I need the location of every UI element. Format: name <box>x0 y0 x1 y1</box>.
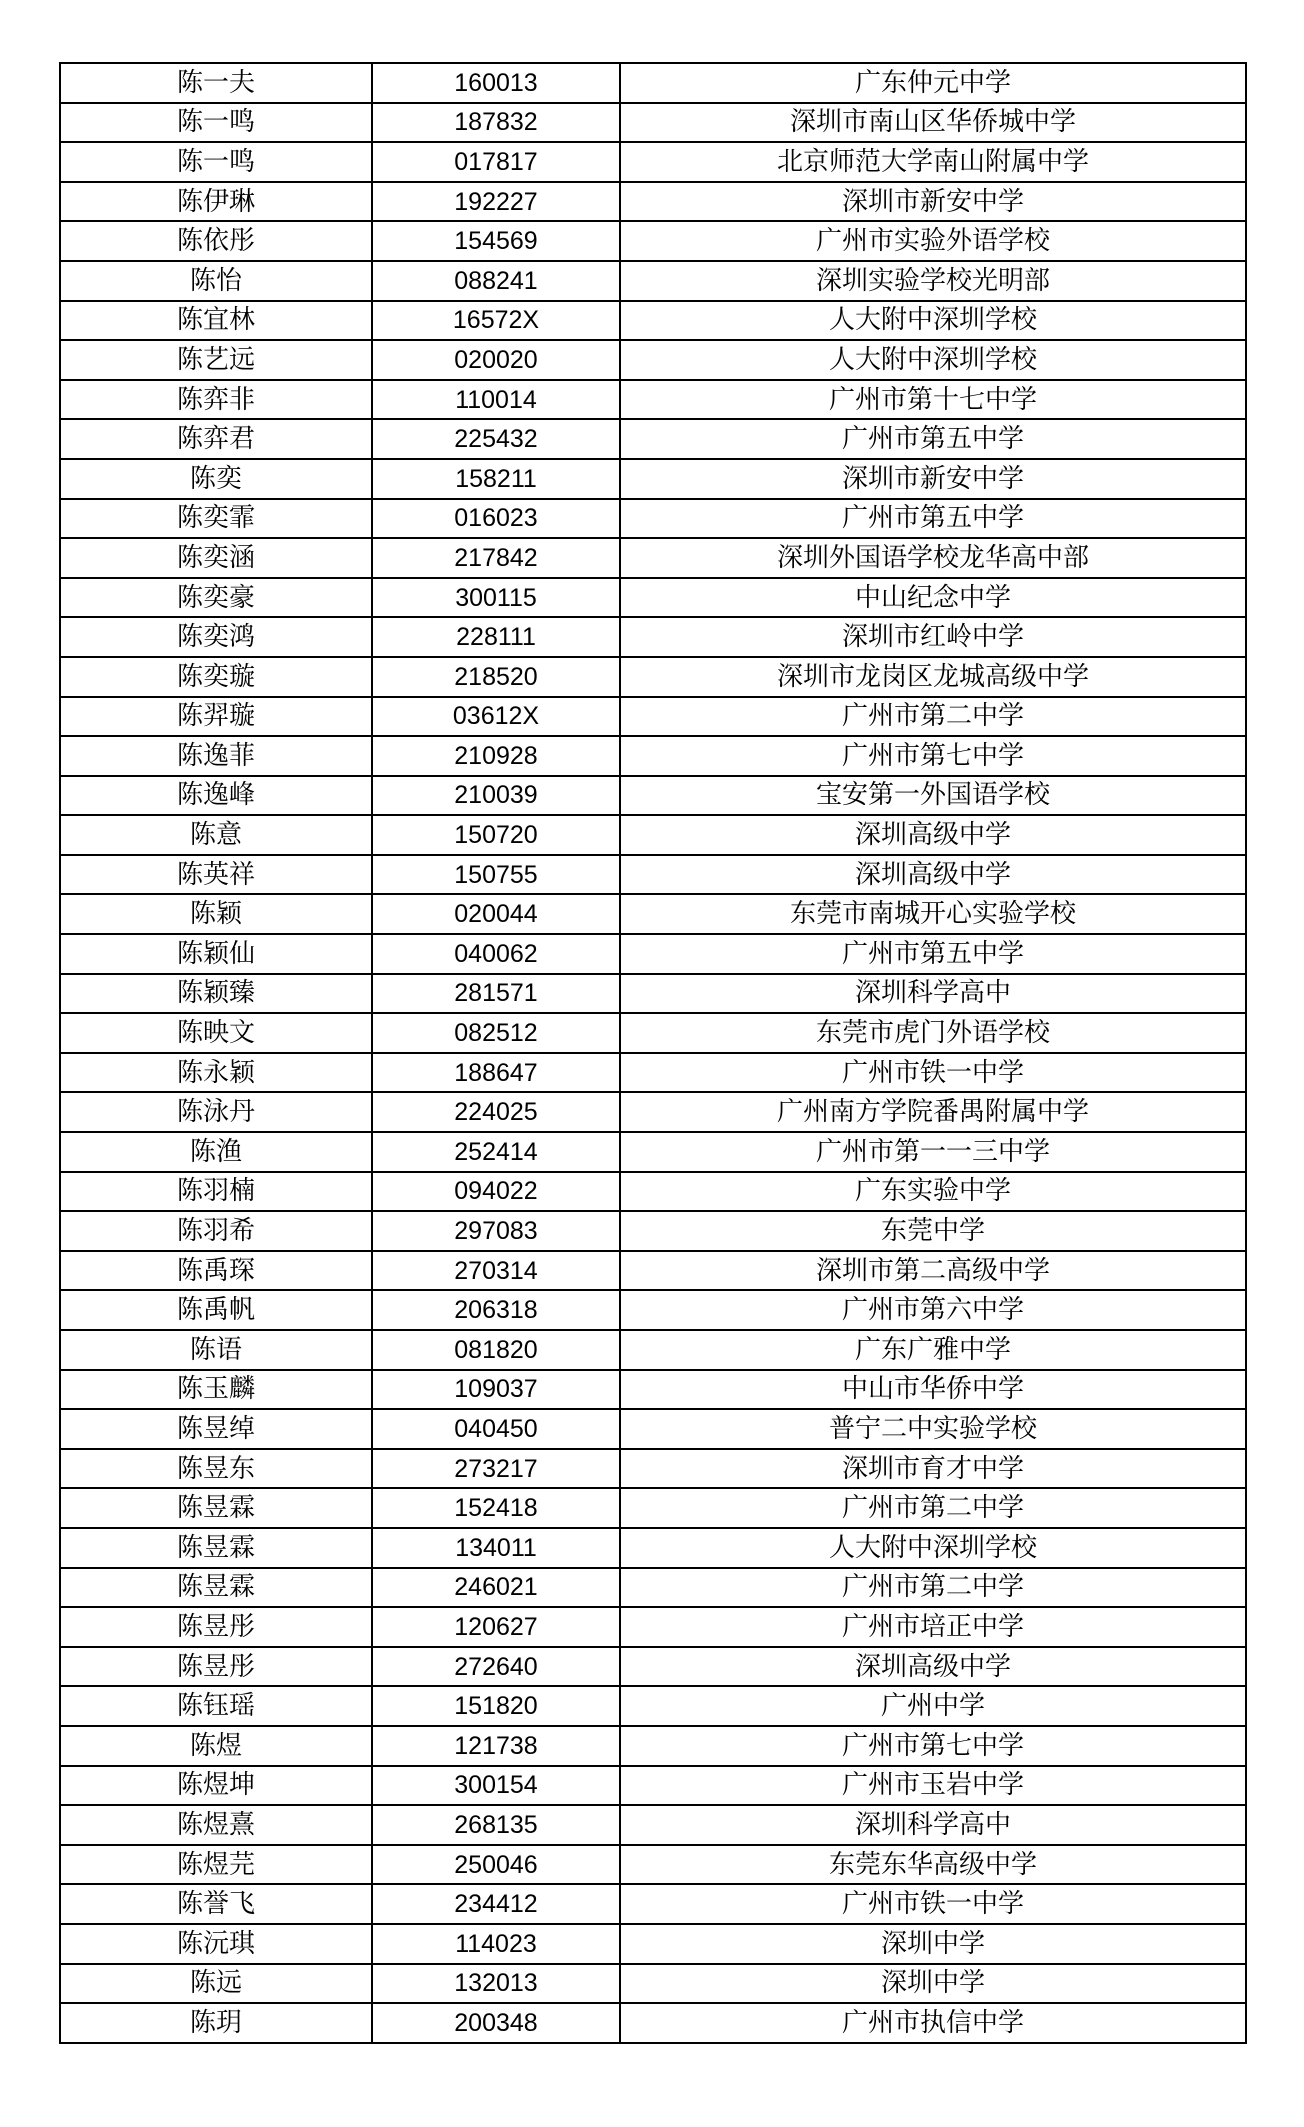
student-name-cell: 陈玉麟 <box>60 1370 372 1410</box>
school-name-cell: 广州市第七中学 <box>620 736 1246 776</box>
table-row <box>60 538 1246 578</box>
student-name-cell: 陈一夫 <box>60 63 372 103</box>
student-id-cell: 224025 <box>372 1092 620 1132</box>
student-id-cell: 040062 <box>372 934 620 974</box>
student-name-cell: 陈映文 <box>60 1013 372 1053</box>
school-name-cell: 东莞市南城开心实验学校 <box>620 894 1246 934</box>
student-name-cell: 陈奕鸿 <box>60 617 372 657</box>
table-row <box>60 617 1246 657</box>
student-name-cell: 陈宜林 <box>60 301 372 341</box>
table-row <box>60 419 1246 459</box>
student-name-cell: 陈昱霖 <box>60 1568 372 1608</box>
student-id-cell: 217842 <box>372 538 620 578</box>
table-row <box>60 934 1246 974</box>
school-name-cell: 深圳科学高中 <box>620 974 1246 1014</box>
table-row <box>60 855 1246 895</box>
student-name-cell: 陈昱彤 <box>60 1647 372 1687</box>
student-name-cell: 陈煜 <box>60 1726 372 1766</box>
school-name-cell: 广东实验中学 <box>620 1172 1246 1212</box>
table-row <box>60 1766 1246 1806</box>
student-name-cell: 陈颖仙 <box>60 934 372 974</box>
school-name-cell: 广州市第五中学 <box>620 419 1246 459</box>
student-name-cell: 陈煜熹 <box>60 1805 372 1845</box>
table-row <box>60 1488 1246 1528</box>
student-id-cell: 273217 <box>372 1449 620 1489</box>
student-name-cell: 陈英祥 <box>60 855 372 895</box>
student-id-cell: 082512 <box>372 1013 620 1053</box>
school-name-cell: 深圳市新安中学 <box>620 459 1246 499</box>
student-id-cell: 192227 <box>372 182 620 222</box>
school-name-cell: 广州市培正中学 <box>620 1607 1246 1647</box>
school-name-cell: 深圳市育才中学 <box>620 1449 1246 1489</box>
student-name-cell: 陈泳丹 <box>60 1092 372 1132</box>
student-name-cell: 陈昱霖 <box>60 1528 372 1568</box>
student-id-cell: 300115 <box>372 578 620 618</box>
school-name-cell: 广州市第二中学 <box>620 1488 1246 1528</box>
student-name-cell: 陈羽希 <box>60 1211 372 1251</box>
student-id-cell: 300154 <box>372 1766 620 1806</box>
student-name-cell: 陈语 <box>60 1330 372 1370</box>
student-id-cell: 268135 <box>372 1805 620 1845</box>
school-name-cell: 深圳高级中学 <box>620 815 1246 855</box>
student-id-cell: 040450 <box>372 1409 620 1449</box>
school-name-cell: 广州市第七中学 <box>620 1726 1246 1766</box>
table-row <box>60 182 1246 222</box>
table-row <box>60 1607 1246 1647</box>
table-row <box>60 1370 1246 1410</box>
student-id-cell: 210928 <box>372 736 620 776</box>
school-name-cell: 人大附中深圳学校 <box>620 1528 1246 1568</box>
table-row <box>60 103 1246 143</box>
student-name-cell: 陈怡 <box>60 261 372 301</box>
table-row <box>60 459 1246 499</box>
student-id-cell: 246021 <box>372 1568 620 1608</box>
student-name-cell: 陈奕涵 <box>60 538 372 578</box>
student-id-cell: 152418 <box>372 1488 620 1528</box>
student-id-cell: 187832 <box>372 103 620 143</box>
student-id-cell: 252414 <box>372 1132 620 1172</box>
student-id-cell: 158211 <box>372 459 620 499</box>
student-name-cell: 陈伊琳 <box>60 182 372 222</box>
student-name-cell: 陈煜坤 <box>60 1766 372 1806</box>
student-id-cell: 017817 <box>372 142 620 182</box>
student-id-cell: 225432 <box>372 419 620 459</box>
table-row <box>60 1409 1246 1449</box>
school-name-cell: 普宁二中实验学校 <box>620 1409 1246 1449</box>
table-row <box>60 1172 1246 1212</box>
student-name-cell: 陈奕豪 <box>60 578 372 618</box>
school-name-cell: 深圳市红岭中学 <box>620 617 1246 657</box>
student-name-cell: 陈奕霏 <box>60 499 372 539</box>
student-id-cell: 121738 <box>372 1726 620 1766</box>
table-row <box>60 578 1246 618</box>
table-row <box>60 1251 1246 1291</box>
school-name-cell: 深圳市龙岗区龙城高级中学 <box>620 657 1246 697</box>
table-row <box>60 1132 1246 1172</box>
school-name-cell: 深圳市南山区华侨城中学 <box>620 103 1246 143</box>
student-name-cell: 陈昱霖 <box>60 1488 372 1528</box>
student-id-cell: 114023 <box>372 1924 620 1964</box>
table-row <box>60 1884 1246 1924</box>
student-id-cell: 200348 <box>372 2003 620 2043</box>
school-name-cell: 北京师范大学南山附属中学 <box>620 142 1246 182</box>
table-row <box>60 1924 1246 1964</box>
school-name-cell: 广州市玉岩中学 <box>620 1766 1246 1806</box>
student-name-cell: 陈远 <box>60 1964 372 2004</box>
student-id-cell: 120627 <box>372 1607 620 1647</box>
student-name-cell: 陈奕 <box>60 459 372 499</box>
table-row <box>60 894 1246 934</box>
student-id-cell: 134011 <box>372 1528 620 1568</box>
student-id-cell: 16572X <box>372 301 620 341</box>
school-name-cell: 深圳中学 <box>620 1924 1246 1964</box>
student-id-cell: 228111 <box>372 617 620 657</box>
table-row <box>60 2003 1246 2043</box>
student-name-cell: 陈一鸣 <box>60 103 372 143</box>
school-name-cell: 深圳市新安中学 <box>620 182 1246 222</box>
student-name-cell: 陈玥 <box>60 2003 372 2043</box>
student-id-cell: 151820 <box>372 1686 620 1726</box>
table-row <box>60 1964 1246 2004</box>
table-row <box>60 1528 1246 1568</box>
student-name-cell: 陈依彤 <box>60 221 372 261</box>
table-row <box>60 63 1246 103</box>
school-name-cell: 广州市实验外语学校 <box>620 221 1246 261</box>
student-id-cell: 132013 <box>372 1964 620 2004</box>
student-name-cell: 陈弈非 <box>60 380 372 420</box>
student-id-cell: 020020 <box>372 340 620 380</box>
table-row <box>60 1211 1246 1251</box>
student-name-cell: 陈弈君 <box>60 419 372 459</box>
student-id-cell: 03612X <box>372 697 620 737</box>
student-id-cell: 150720 <box>372 815 620 855</box>
student-name-cell: 陈禹帆 <box>60 1290 372 1330</box>
student-name-cell: 陈昱东 <box>60 1449 372 1489</box>
school-name-cell: 广州市第一一三中学 <box>620 1132 1246 1172</box>
table-row <box>60 340 1246 380</box>
student-id-cell: 160013 <box>372 63 620 103</box>
table-row <box>60 815 1246 855</box>
school-name-cell: 东莞中学 <box>620 1211 1246 1251</box>
table-row <box>60 1053 1246 1093</box>
table-row <box>60 1330 1246 1370</box>
student-id-cell: 088241 <box>372 261 620 301</box>
school-name-cell: 广州市第二中学 <box>620 1568 1246 1608</box>
student-name-cell: 陈昱绰 <box>60 1409 372 1449</box>
student-name-cell: 陈煜芫 <box>60 1845 372 1885</box>
school-name-cell: 深圳高级中学 <box>620 1647 1246 1687</box>
school-name-cell: 深圳高级中学 <box>620 855 1246 895</box>
school-name-cell: 人大附中深圳学校 <box>620 301 1246 341</box>
table-row <box>60 221 1246 261</box>
student-table-container <box>59 62 1245 2044</box>
table-row <box>60 499 1246 539</box>
table-row <box>60 657 1246 697</box>
student-name-cell: 陈逸峰 <box>60 776 372 816</box>
school-name-cell: 广州市第十七中学 <box>620 380 1246 420</box>
school-name-cell: 广州南方学院番禺附属中学 <box>620 1092 1246 1132</box>
school-name-cell: 广州市第二中学 <box>620 697 1246 737</box>
table-row <box>60 1805 1246 1845</box>
student-name-cell: 陈禹琛 <box>60 1251 372 1291</box>
student-name-cell: 陈钰瑶 <box>60 1686 372 1726</box>
school-name-cell: 人大附中深圳学校 <box>620 340 1246 380</box>
school-name-cell: 深圳实验学校光明部 <box>620 261 1246 301</box>
student-id-cell: 272640 <box>372 1647 620 1687</box>
school-name-cell: 广州市执信中学 <box>620 2003 1246 2043</box>
table-row <box>60 261 1246 301</box>
student-name-cell: 陈誉飞 <box>60 1884 372 1924</box>
student-id-cell: 081820 <box>372 1330 620 1370</box>
student-name-cell: 陈羿璇 <box>60 697 372 737</box>
student-id-cell: 234412 <box>372 1884 620 1924</box>
school-name-cell: 深圳市第二高级中学 <box>620 1251 1246 1291</box>
student-id-cell: 270314 <box>372 1251 620 1291</box>
table-row <box>60 1568 1246 1608</box>
student-id-cell: 110014 <box>372 380 620 420</box>
school-name-cell: 深圳科学高中 <box>620 1805 1246 1845</box>
school-name-cell: 广州市铁一中学 <box>620 1884 1246 1924</box>
student-id-cell: 150755 <box>372 855 620 895</box>
student-name-cell: 陈艺远 <box>60 340 372 380</box>
table-row <box>60 1726 1246 1766</box>
table-row <box>60 974 1246 1014</box>
student-table <box>59 62 1247 2044</box>
school-name-cell: 广州市铁一中学 <box>620 1053 1246 1093</box>
student-name-cell: 陈逸菲 <box>60 736 372 776</box>
school-name-cell: 广州中学 <box>620 1686 1246 1726</box>
student-id-cell: 016023 <box>372 499 620 539</box>
student-name-cell: 陈昱彤 <box>60 1607 372 1647</box>
student-id-cell: 297083 <box>372 1211 620 1251</box>
student-name-cell: 陈颖臻 <box>60 974 372 1014</box>
table-row <box>60 1013 1246 1053</box>
school-name-cell: 深圳中学 <box>620 1964 1246 2004</box>
table-row <box>60 142 1246 182</box>
student-id-cell: 094022 <box>372 1172 620 1212</box>
table-row <box>60 736 1246 776</box>
table-row <box>60 1290 1246 1330</box>
school-name-cell: 中山纪念中学 <box>620 578 1246 618</box>
student-id-cell: 218520 <box>372 657 620 697</box>
table-row <box>60 301 1246 341</box>
school-name-cell: 广东仲元中学 <box>620 63 1246 103</box>
table-row <box>60 1092 1246 1132</box>
student-table-body <box>60 63 1246 2043</box>
table-row <box>60 380 1246 420</box>
student-id-cell: 250046 <box>372 1845 620 1885</box>
table-row <box>60 1647 1246 1687</box>
student-name-cell: 陈沅琪 <box>60 1924 372 1964</box>
student-name-cell: 陈意 <box>60 815 372 855</box>
school-name-cell: 东莞市虎门外语学校 <box>620 1013 1246 1053</box>
student-name-cell: 陈渔 <box>60 1132 372 1172</box>
table-row <box>60 697 1246 737</box>
table-row <box>60 1845 1246 1885</box>
school-name-cell: 广州市第六中学 <box>620 1290 1246 1330</box>
table-row <box>60 1686 1246 1726</box>
student-name-cell: 陈颖 <box>60 894 372 934</box>
student-id-cell: 188647 <box>372 1053 620 1093</box>
student-name-cell: 陈羽楠 <box>60 1172 372 1212</box>
school-name-cell: 广东广雅中学 <box>620 1330 1246 1370</box>
student-id-cell: 210039 <box>372 776 620 816</box>
school-name-cell: 广州市第五中学 <box>620 499 1246 539</box>
school-name-cell: 广州市第五中学 <box>620 934 1246 974</box>
table-row <box>60 776 1246 816</box>
school-name-cell: 东莞东华高级中学 <box>620 1845 1246 1885</box>
student-id-cell: 109037 <box>372 1370 620 1410</box>
school-name-cell: 深圳外国语学校龙华高中部 <box>620 538 1246 578</box>
student-name-cell: 陈奕璇 <box>60 657 372 697</box>
table-row <box>60 1449 1246 1489</box>
student-id-cell: 206318 <box>372 1290 620 1330</box>
student-name-cell: 陈永颖 <box>60 1053 372 1093</box>
student-name-cell: 陈一鸣 <box>60 142 372 182</box>
school-name-cell: 宝安第一外国语学校 <box>620 776 1246 816</box>
school-name-cell: 中山市华侨中学 <box>620 1370 1246 1410</box>
student-id-cell: 020044 <box>372 894 620 934</box>
student-id-cell: 154569 <box>372 221 620 261</box>
student-id-cell: 281571 <box>372 974 620 1014</box>
